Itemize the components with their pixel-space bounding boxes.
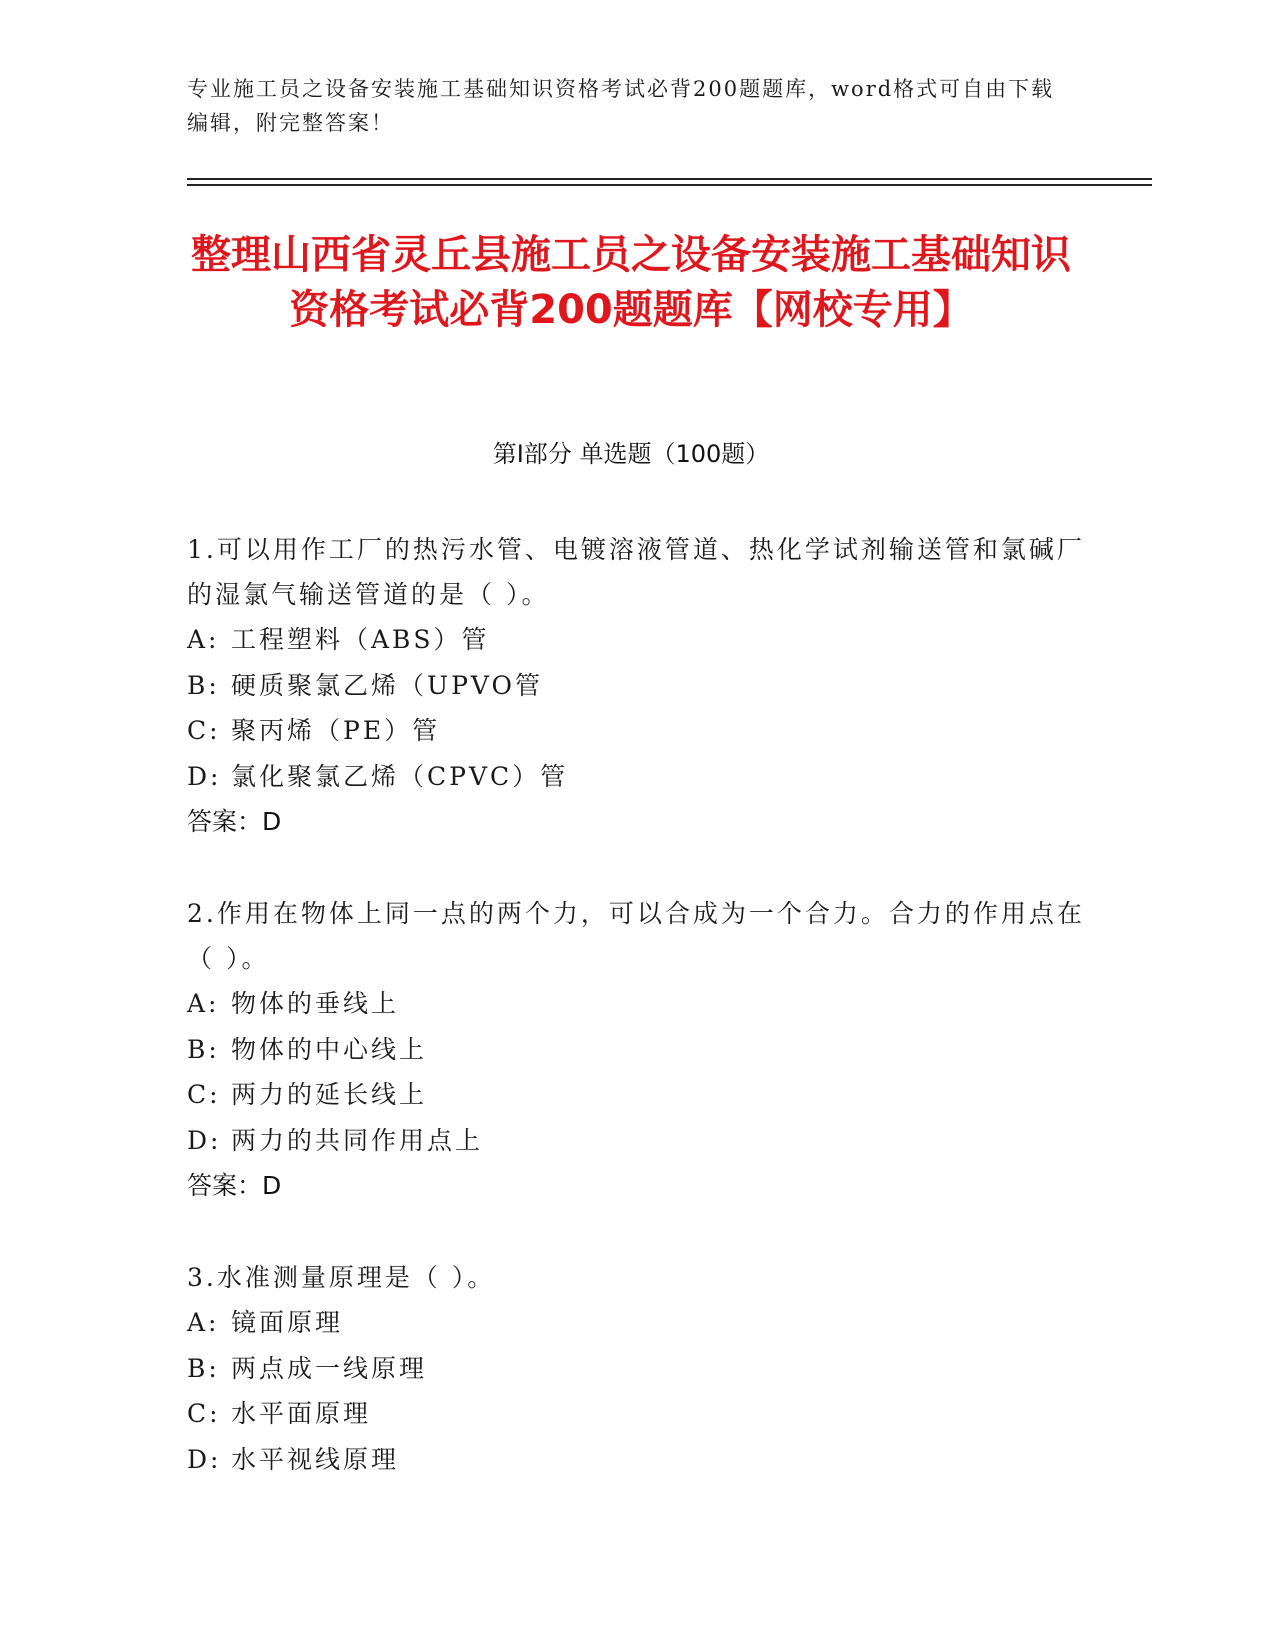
option-text: 两力的共同作用点上 (231, 1125, 484, 1155)
option-c (187, 1072, 1087, 1118)
option-text: 镜面原理 (231, 1308, 344, 1337)
option-a (187, 1300, 1087, 1346)
question-1 (187, 527, 1087, 845)
option-key: C: (187, 716, 221, 745)
question-2 (187, 891, 1087, 1209)
option-key: D: (187, 1125, 222, 1155)
header-note: 专业施工员之设备安装施工基础知识资格考试必背200题题库，word格式可自由下载编辑，附完整答案！ (187, 77, 1055, 135)
document-title: 整理山西省灵丘县施工员之设备安装施工基础知识资格考试必背200题题库【网校专用】 (191, 232, 1071, 333)
answer-line: 答案：D (187, 1171, 282, 1200)
option-text: 聚丙烯（PE）管 (231, 716, 441, 745)
question-3 (187, 1255, 1087, 1482)
option-key: D: (187, 761, 222, 791)
option-key: D: (187, 1444, 222, 1474)
option-c (187, 708, 1087, 754)
option-key: B: (187, 1034, 220, 1064)
option-text: 水平面原理 (231, 1399, 372, 1428)
option-text: 硬质聚氯乙烯（UPVO管 (231, 670, 544, 700)
option-text: 物体的中心线上 (231, 1034, 428, 1064)
option-text: 两点成一线原理 (231, 1353, 428, 1383)
option-c (187, 1391, 1087, 1437)
option-text: 氯化聚氯乙烯（CPVC）管 (231, 761, 569, 791)
option-key: A: (187, 1308, 220, 1337)
option-d (187, 1118, 1087, 1164)
option-text: 工程塑料（ABS）管 (231, 625, 490, 654)
header-divider-top (187, 178, 1152, 180)
option-b (187, 1346, 1087, 1392)
option-a (187, 617, 1087, 663)
option-text: 物体的垂线上 (231, 989, 400, 1018)
option-key: A: (187, 625, 220, 654)
option-a (187, 981, 1087, 1027)
option-key: B: (187, 670, 220, 700)
question-stem: 2.作用在物体上同一点的两个力，可以合成为一个合力。合力的作用点在（ ）。 (187, 899, 1085, 973)
question-stem: 1.可以用作工厂的热污水管、电镀溶液管道、热化学试剂输送管和氯碱厂的湿氯气输送管道的是（ ）。 (187, 535, 1085, 609)
header-divider-bottom (187, 184, 1152, 186)
option-b (187, 663, 1087, 709)
option-key: C: (187, 1399, 221, 1428)
option-d (187, 1437, 1087, 1483)
section-heading: 第Ⅰ部分 单选题（100题） (492, 440, 770, 468)
option-text: 水平视线原理 (231, 1444, 400, 1474)
option-key: B: (187, 1353, 220, 1383)
option-text: 两力的延长线上 (231, 1080, 428, 1109)
option-b (187, 1027, 1087, 1073)
option-d (187, 754, 1087, 800)
option-key: C: (187, 1080, 221, 1109)
answer-line: 答案：D (187, 807, 282, 836)
question-stem: 3.水准测量原理是（ ）。 (187, 1263, 496, 1292)
option-key: A: (187, 989, 220, 1018)
